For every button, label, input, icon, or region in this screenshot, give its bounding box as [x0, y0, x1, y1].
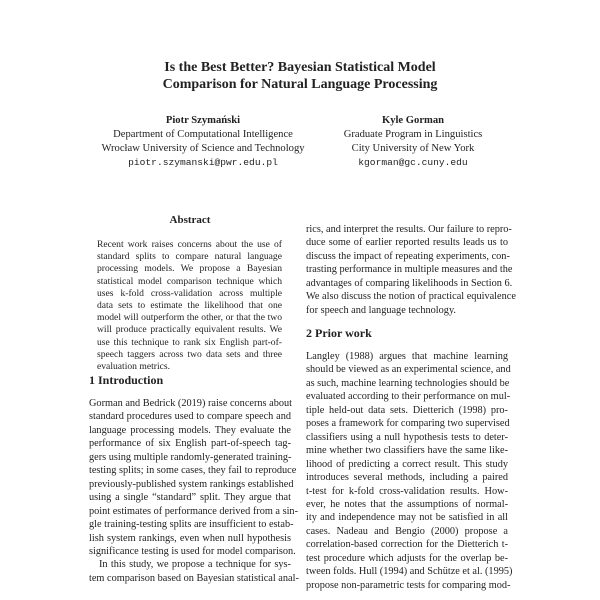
text-line: standard procedures used to compare speech and	[89, 411, 291, 423]
text-line: rics, and interpret the results. Our failure to repro-	[306, 224, 512, 235]
text-line: ever, he notes that the assumptions of normal-	[306, 498, 508, 510]
text-line: performance of six English part-of-speech tag-	[89, 438, 291, 450]
text-line: classifiers using a null hypothesis tests to deter-	[306, 431, 508, 443]
text-line: cases. Nadeau and Bengio (2000) propose a	[306, 525, 508, 537]
text-line: advantages of comparing likelihoods in Section 6.	[306, 277, 513, 289]
text-line: test procedure which adjusts for the overlap be-	[306, 552, 508, 564]
text-line: discuss the impact of repeating experiments, con-	[306, 250, 510, 262]
text-line: evaluated according to their performance on mul-	[306, 391, 511, 403]
author-email: piotr.szymanski@pwr.edu.pl	[128, 157, 278, 168]
text-line: previously-published system rankings established	[89, 478, 294, 490]
text-line: We also discuss the notion of practical equivalence	[306, 291, 516, 303]
text-line: trasting performance in multiple measures and the	[306, 264, 513, 276]
text-line: introduces several methods, including a paired	[306, 472, 508, 484]
text-line: t-test for k-fold cross-validation results. How-	[306, 485, 508, 497]
text-line: lihood of predicting a correct result. This study	[306, 458, 508, 470]
text-line: standard splits to compare natural language	[97, 251, 282, 263]
author-affiliation: City University of New York	[351, 143, 475, 154]
text-line: for speech and language technology.	[306, 304, 457, 316]
author-name: Kyle Gorman	[381, 115, 445, 126]
author-affiliation: Graduate Program in Linguistics	[343, 129, 483, 140]
text-line: propose non-parametric tests for comparing mod-	[306, 579, 511, 591]
text-line: poses a framework for comparing two supervised	[306, 418, 510, 430]
paper-title-line-2: Comparison for Natural Language Processing	[162, 77, 438, 92]
text-line: Recent work raises concerns about the use of	[97, 239, 282, 250]
section-heading-prior-work: 2 Prior work	[306, 326, 372, 340]
paper-title-line-1: Is the Best Better? Bayesian Statistical Model	[164, 60, 436, 75]
author-2	[318, 114, 508, 170]
text-line: gle training-testing splits are insufficient to estab-	[89, 519, 294, 531]
text-line: statistical model comparison technique which	[97, 275, 282, 287]
text-line: duce some of earlier reported results leads us to	[306, 237, 508, 249]
text-line: should be viewed as an experimental science, and	[306, 364, 511, 376]
text-line: Langley (1988) argues that machine learning	[306, 351, 508, 362]
text-line: tiple held-out data sets. Dietterich (1998) pro-	[306, 404, 508, 416]
text-line: data sets to estimate the likelihood that one	[97, 300, 282, 311]
text-line: processing models. We propose a Bayesian	[97, 263, 282, 275]
text-line: gers using multiple randomly-generated training-	[89, 451, 292, 463]
text-line: mine whether two classifiers have the same like-	[306, 445, 508, 457]
section-heading-introduction: 1 Introduction	[89, 373, 164, 387]
text-line: use this technique to rank six English part-of-	[97, 336, 282, 348]
author-1	[88, 114, 318, 170]
text-line: speech taggers across two data sets and three	[97, 348, 282, 360]
text-line: language processing models. They evaluate the	[89, 424, 291, 436]
author-affiliation: Wrocław University of Science and Technology	[101, 143, 305, 154]
author-affiliation: Department of Computational Intelligence	[113, 129, 293, 140]
text-line: using a single “standard” split. They argue that	[89, 492, 291, 504]
author-email: kgorman@gc.cuny.edu	[358, 157, 468, 168]
text-line: will produce practically equivalent results. We	[97, 324, 282, 336]
text-line: point estimates of performance derived from a sin-	[89, 505, 299, 517]
text-line: tween folds. Hull (1994) and Schütze et al. (1995)	[306, 566, 513, 578]
text-line: testing splits; in some cases, they fail to reproduce	[89, 465, 297, 477]
text-line: correlation-based correction for the Dietterich t-	[306, 539, 508, 551]
text-line: significance testing is used for model comparison.	[89, 545, 296, 557]
abstract-heading: Abstract	[169, 214, 211, 226]
text-line: model will outperform the other, or that the two	[97, 312, 282, 324]
text-line: uses k-fold cross-validation across multiple	[97, 287, 282, 299]
text-line: ity and independence may not be satisfied in all	[306, 512, 508, 524]
text-line: lish system rankings, even when null hypothesis	[89, 532, 291, 544]
text-line: Gorman and Bedrick (2019) raise concerns about	[89, 398, 293, 409]
text-line: In this study, we propose a technique for sys-	[99, 559, 291, 571]
author-name: Piotr Szymański	[165, 115, 241, 126]
text-line: tem comparison based on Bayesian statistical anal-	[89, 572, 299, 584]
text-line: evaluation metrics.	[97, 361, 170, 372]
text-line: as such, machine learning technologies should be	[306, 377, 510, 389]
